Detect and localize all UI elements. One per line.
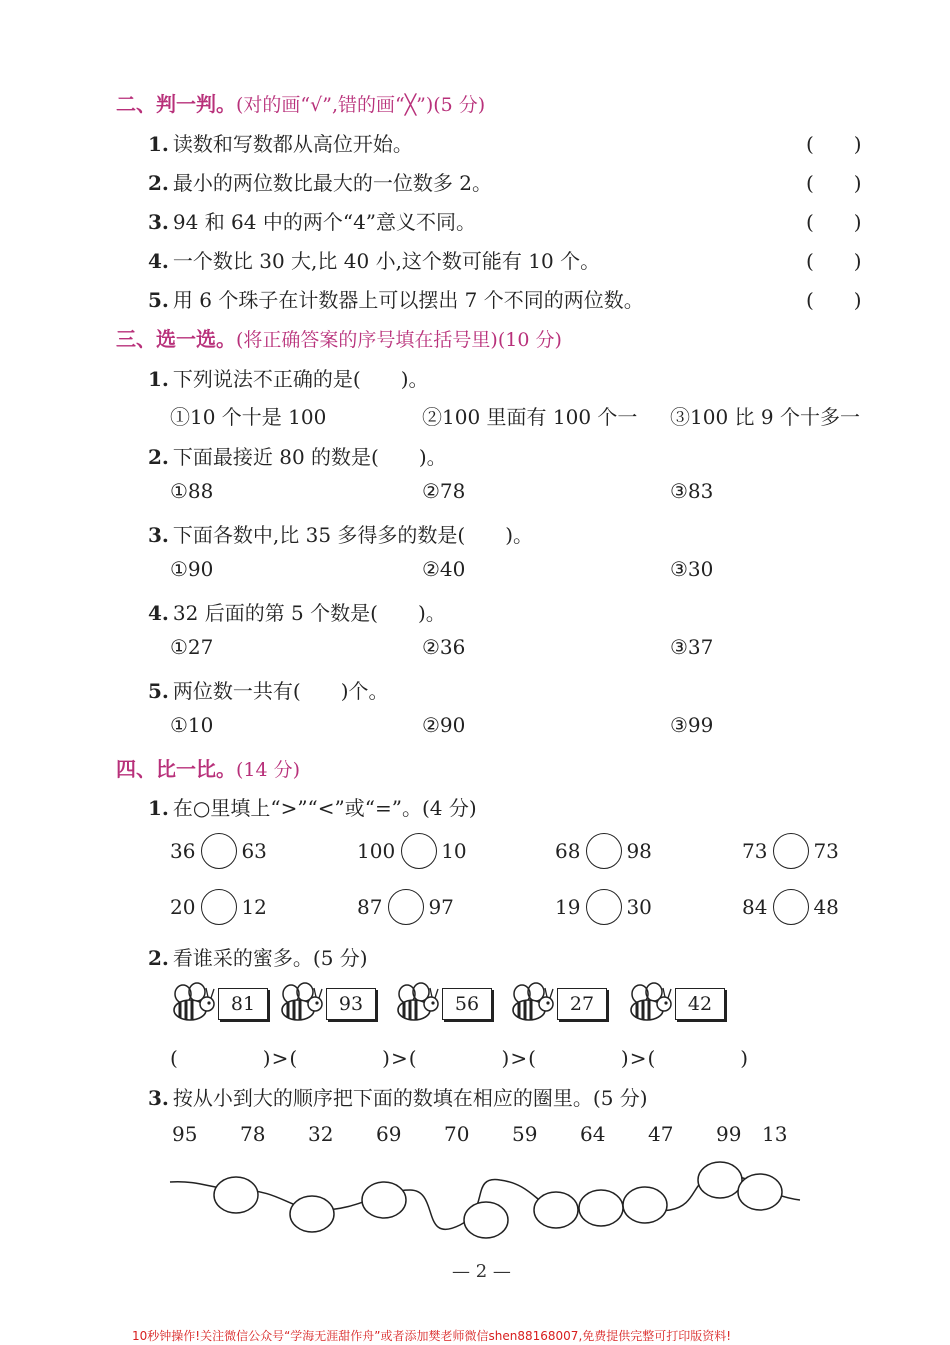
compare-pair bbox=[170, 833, 267, 869]
right-number: 12 bbox=[241, 895, 267, 919]
honey-number-box: 81 bbox=[218, 988, 268, 1020]
choice-3-option-c: ③30 bbox=[670, 557, 714, 581]
choice-4-option-c: ③37 bbox=[670, 635, 714, 659]
answer-paren-1[interactable]: ( ) bbox=[806, 132, 862, 156]
choice-1-option-c: ③100 比 9 个十多一 bbox=[670, 405, 860, 429]
item-number: 1. bbox=[148, 132, 169, 156]
compare-question-1 bbox=[148, 792, 477, 821]
compare-pair bbox=[742, 889, 839, 925]
seq-number: 70 bbox=[444, 1122, 470, 1146]
item-number: 1. bbox=[148, 796, 169, 820]
answer-oval[interactable] bbox=[290, 1196, 334, 1232]
seq-number: 95 bbox=[172, 1122, 198, 1146]
item-text: 最小的两位数比最大的一位数多 2。 bbox=[172, 171, 492, 195]
compare-question-3 bbox=[148, 1082, 648, 1111]
answer-circle[interactable] bbox=[586, 833, 622, 869]
answer-circle[interactable] bbox=[586, 889, 622, 925]
choice-1-option-b: ②100 里面有 100 个一 bbox=[422, 405, 638, 429]
section-4-note: (14 分) bbox=[236, 759, 301, 781]
answer-circle[interactable] bbox=[401, 833, 437, 869]
section-2-title bbox=[116, 88, 485, 117]
item-text: 下面各数中,比 35 多得多的数是( )。 bbox=[172, 523, 534, 547]
answer-oval[interactable] bbox=[362, 1182, 406, 1218]
bee-with-honey bbox=[394, 982, 492, 1026]
left-number: 19 bbox=[555, 895, 581, 919]
left-number: 68 bbox=[555, 839, 581, 863]
answer-circle[interactable] bbox=[773, 889, 809, 925]
answer-paren-2[interactable]: ( ) bbox=[806, 171, 862, 195]
seq-number: 47 bbox=[648, 1122, 674, 1146]
seq-number: 13 bbox=[762, 1122, 788, 1146]
judge-item-5 bbox=[148, 284, 644, 313]
left-number: 36 bbox=[170, 839, 196, 863]
right-number: 63 bbox=[241, 839, 267, 863]
item-number: 4. bbox=[148, 601, 169, 625]
choice-question-1 bbox=[148, 363, 429, 392]
choice-question-4 bbox=[148, 597, 446, 626]
right-number: 73 bbox=[813, 839, 839, 863]
seq-number: 78 bbox=[240, 1122, 266, 1146]
right-number: 97 bbox=[428, 895, 454, 919]
item-number: 5. bbox=[148, 288, 169, 312]
section-4-title bbox=[116, 753, 300, 782]
bee-with-honey bbox=[170, 982, 268, 1026]
item-text: 读数和写数都从高位开始。 bbox=[172, 132, 413, 156]
answer-oval[interactable] bbox=[738, 1174, 782, 1210]
right-number: 48 bbox=[813, 895, 839, 919]
compare-pair bbox=[357, 889, 454, 925]
item-text: 下面最接近 80 的数是( )。 bbox=[172, 445, 447, 469]
bee-icon bbox=[394, 982, 442, 1026]
judge-item-3 bbox=[148, 206, 476, 235]
section-3-heading: 三、选一选。 bbox=[116, 327, 236, 351]
answer-oval[interactable] bbox=[464, 1202, 508, 1238]
bee-icon bbox=[278, 982, 326, 1026]
item-text: 在○里填上“>”“<”或“=”。(4 分) bbox=[172, 796, 477, 820]
honey-number-box: 42 bbox=[675, 988, 725, 1020]
choice-question-3 bbox=[148, 519, 533, 548]
item-text: 用 6 个珠子在计数器上可以摆出 7 个不同的两位数。 bbox=[172, 288, 644, 312]
section-2-heading: 二、判一判。 bbox=[116, 92, 236, 116]
item-number: 2. bbox=[148, 445, 169, 469]
left-number: 84 bbox=[742, 895, 768, 919]
answer-oval[interactable] bbox=[214, 1177, 258, 1213]
item-text: 94 和 64 中的两个“4”意义不同。 bbox=[172, 210, 477, 234]
right-number: 98 bbox=[626, 839, 652, 863]
bee-with-honey bbox=[509, 982, 607, 1026]
item-number: 1. bbox=[148, 367, 169, 391]
compare-pair bbox=[170, 889, 267, 925]
choice-3-option-a: ①90 bbox=[170, 557, 214, 581]
answer-circle[interactable] bbox=[773, 833, 809, 869]
bee-with-honey bbox=[627, 982, 725, 1026]
left-number: 87 bbox=[357, 895, 383, 919]
item-text: 一个数比 30 大,比 40 小,这个数可能有 10 个。 bbox=[172, 249, 601, 273]
item-number: 2. bbox=[148, 171, 169, 195]
compare-pair bbox=[742, 833, 839, 869]
seq-number: 59 bbox=[512, 1122, 538, 1146]
right-number: 10 bbox=[441, 839, 467, 863]
choice-2-option-b: ②78 bbox=[422, 479, 466, 503]
answer-paren-5[interactable]: ( ) bbox=[806, 288, 862, 312]
honey-number-box: 93 bbox=[326, 988, 376, 1020]
seq-number: 32 bbox=[308, 1122, 334, 1146]
compare-pair bbox=[357, 833, 467, 869]
choice-5-option-b: ②90 bbox=[422, 713, 466, 737]
judge-item-2 bbox=[148, 167, 492, 196]
left-number: 73 bbox=[742, 839, 768, 863]
answer-paren-4[interactable]: ( ) bbox=[806, 249, 862, 273]
choice-2-option-c: ③83 bbox=[670, 479, 714, 503]
honey-number-box: 56 bbox=[442, 988, 492, 1020]
item-number: 2. bbox=[148, 946, 169, 970]
choice-1-option-a: ①10 个十是 100 bbox=[170, 405, 327, 429]
choice-4-option-a: ①27 bbox=[170, 635, 214, 659]
item-text: 按从小到大的顺序把下面的数填在相应的圈里。(5 分) bbox=[172, 1086, 648, 1110]
item-number: 4. bbox=[148, 249, 169, 273]
answer-paren-3[interactable]: ( ) bbox=[806, 210, 862, 234]
choice-question-5 bbox=[148, 675, 389, 704]
footer-note: 10秒钟操作!关注微信公众号“学海无涯甜作舟”或者添加樊老师微信shen88168007,免费提供完整可打印版资料! bbox=[132, 1329, 732, 1343]
right-number: 30 bbox=[626, 895, 652, 919]
choice-4-option-b: ②36 bbox=[422, 635, 466, 659]
choice-5-option-c: ③99 bbox=[670, 713, 714, 737]
bee-with-honey bbox=[278, 982, 376, 1026]
seq-number: 69 bbox=[376, 1122, 402, 1146]
seq-number: 64 bbox=[580, 1122, 606, 1146]
compare-pair bbox=[555, 833, 652, 869]
bee-icon bbox=[627, 982, 675, 1026]
answer-oval[interactable] bbox=[698, 1162, 742, 1198]
answer-circle[interactable] bbox=[388, 889, 424, 925]
compare-pair bbox=[555, 889, 652, 925]
choice-question-2 bbox=[148, 441, 447, 470]
item-number: 3. bbox=[148, 1086, 169, 1110]
page-number: — 2 — bbox=[452, 1261, 511, 1282]
section-3-title bbox=[116, 323, 562, 352]
item-text: 下列说法不正确的是( )。 bbox=[172, 367, 429, 391]
left-number: 20 bbox=[170, 895, 196, 919]
answer-oval[interactable] bbox=[623, 1187, 667, 1223]
judge-item-1 bbox=[148, 128, 413, 157]
compare-question-2 bbox=[148, 942, 368, 971]
bee-icon bbox=[509, 982, 557, 1026]
item-text: 看谁采的蜜多。(5 分) bbox=[172, 946, 368, 970]
item-text: 两位数一共有( )个。 bbox=[172, 679, 389, 703]
bee-answer-line[interactable]: ( )>( )>( )>( )>( ) bbox=[170, 1046, 750, 1070]
judge-item-4 bbox=[148, 245, 600, 274]
left-number: 100 bbox=[357, 839, 396, 863]
answer-oval[interactable] bbox=[534, 1192, 578, 1228]
choice-3-option-b: ②40 bbox=[422, 557, 466, 581]
answer-oval[interactable] bbox=[579, 1190, 623, 1226]
bee-icon bbox=[170, 982, 218, 1026]
section-3-note: (将正确答案的序号填在括号里)(10 分) bbox=[236, 329, 562, 351]
choice-5-option-a: ①10 bbox=[170, 713, 214, 737]
seq-number: 99 bbox=[716, 1122, 742, 1146]
choice-2-option-a: ①88 bbox=[170, 479, 214, 503]
item-number: 3. bbox=[148, 210, 169, 234]
ordering-chain bbox=[160, 1150, 820, 1250]
section-2-note: (对的画“√”,错的画“╳”)(5 分) bbox=[236, 94, 486, 116]
honey-number-box: 27 bbox=[557, 988, 607, 1020]
answer-circle[interactable] bbox=[201, 889, 237, 925]
item-number: 5. bbox=[148, 679, 169, 703]
item-number: 3. bbox=[148, 523, 169, 547]
answer-circle[interactable] bbox=[201, 833, 237, 869]
item-text: 32 后面的第 5 个数是( )。 bbox=[172, 601, 446, 625]
section-4-heading: 四、比一比。 bbox=[116, 757, 236, 781]
